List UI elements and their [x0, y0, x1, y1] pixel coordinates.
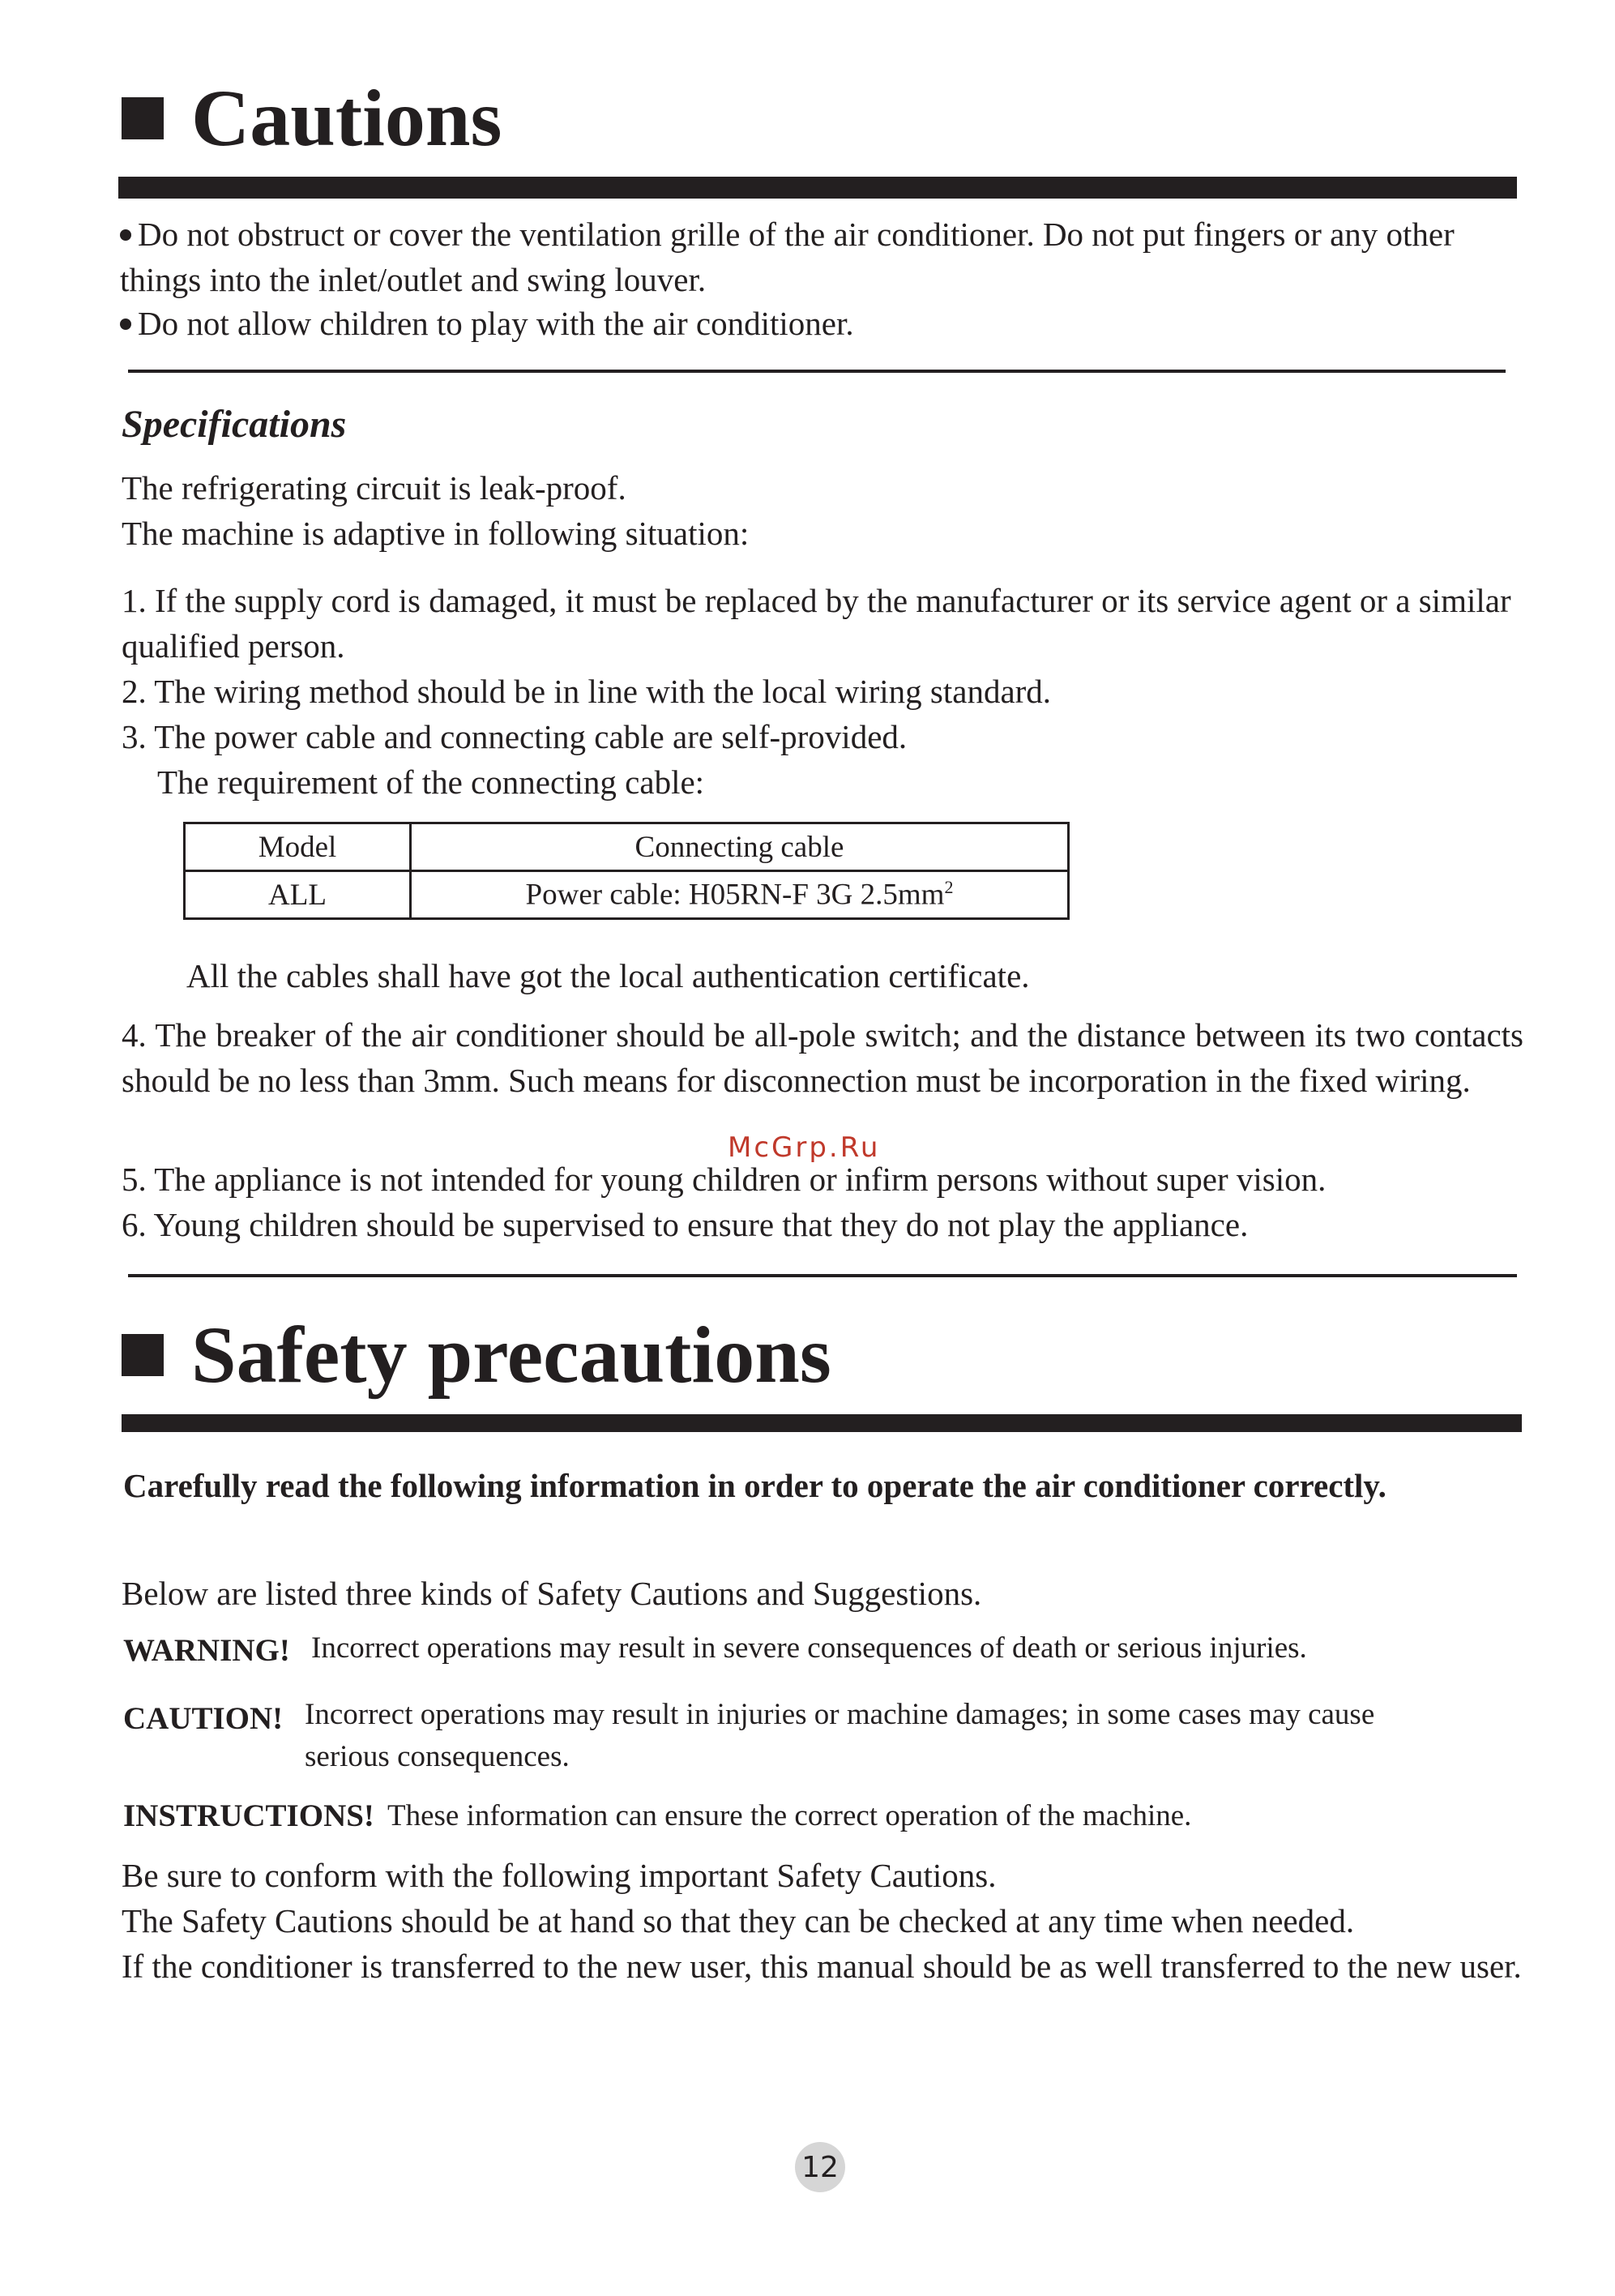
- table-cell-cable: [411, 871, 1069, 919]
- superscript: 2: [944, 877, 954, 898]
- table-cell-model: ALL: [185, 871, 411, 919]
- spec-line-2: The machine is adaptive in following situation:: [122, 515, 750, 552]
- caution-bullet-2: Do not allow children to play with the air conditioner.: [120, 301, 854, 346]
- instructions-text: These information can ensure the correct operation of the machine.: [387, 1799, 1192, 1832]
- cautions-bar: [118, 177, 1517, 199]
- table-header-row: [185, 823, 1069, 871]
- spec-item-4: 4. The breaker of the air conditioner should be all-pole switch; and the distance between its two contacts should be no less than 3mm. Such means for disconnection must be incorporation in the fixed wiring.: [122, 1016, 1523, 1099]
- spec-item-3-sub: The requirement of the connecting cable:: [157, 763, 705, 801]
- watermark: McGrp.Ru: [728, 1131, 881, 1164]
- cable-value: Power cable: H05RN-F 3G 2.5mm: [525, 878, 945, 912]
- safety-intro: Carefully read the following information in order to operate the air conditioner correctly.: [123, 1467, 1386, 1504]
- table-header-model: Model: [185, 823, 411, 871]
- table-header-cable: Connecting cable: [411, 823, 1069, 871]
- table-row: [185, 871, 1069, 919]
- divider: [128, 370, 1506, 373]
- spec-item-1: 1. If the supply cord is damaged, it must be replaced by the manufacturer or its service agent or a similar qualified person.: [122, 582, 1511, 665]
- spec-item-3: 3. The power cable and connecting cable are self-provided.: [122, 718, 908, 755]
- warning-text: Incorrect operations may result in severe consequences of death or serious injuries.: [311, 1631, 1307, 1665]
- spec-item-2: 2. The wiring method should be in line with the local wiring standard.: [122, 673, 1052, 710]
- cable-table: [183, 822, 1070, 920]
- spec-line-1: The refrigerating circuit is leak-proof.: [122, 469, 626, 507]
- caution-label: CAUTION!: [123, 1701, 284, 1736]
- safety-p2: The Safety Cautions should be at hand so that they can be checked at any time when needed.: [122, 1902, 1355, 1939]
- page-number: 12: [795, 2142, 845, 2192]
- warning-label: WARNING!: [123, 1633, 290, 1668]
- square-bullet-icon: [122, 97, 164, 139]
- safety-title: [122, 1310, 831, 1400]
- square-bullet-icon: [122, 1334, 164, 1376]
- certificate-note: All the cables shall have got the local authentication certificate.: [186, 957, 1030, 994]
- caution-bullet-1: Do not obstruct or cover the ventilation grille of the air conditioner. Do not put fingers or any other things into the inlet/outlet and swing louver.: [120, 212, 1526, 302]
- safety-bar: [122, 1414, 1522, 1432]
- caution-text: Incorrect operations may result in injuries or machine damages; in some cases may cause serious consequences.: [305, 1698, 1375, 1773]
- spec-item-6: 6. Young children should be supervised to ensure that they do not play the appliance.: [122, 1206, 1249, 1243]
- safety-listed: Below are listed three kinds of Safety Cautions and Suggestions.: [122, 1575, 982, 1612]
- safety-p3: If the conditioner is transferred to the new user, this manual should be as well transferred to the new user.: [122, 1948, 1522, 1985]
- divider: [128, 1274, 1517, 1277]
- safety-p1: Be sure to conform with the following important Safety Cautions.: [122, 1857, 997, 1894]
- cautions-title: [122, 73, 502, 163]
- cautions-title-text: Cautions: [191, 73, 502, 163]
- spec-item-5: 5. The appliance is not intended for young children or infirm persons without super vision.: [122, 1161, 1327, 1198]
- instructions-label: INSTRUCTIONS!: [123, 1798, 374, 1833]
- specifications-heading: Specifications: [122, 403, 347, 446]
- safety-title-text: Safety precautions: [191, 1310, 831, 1400]
